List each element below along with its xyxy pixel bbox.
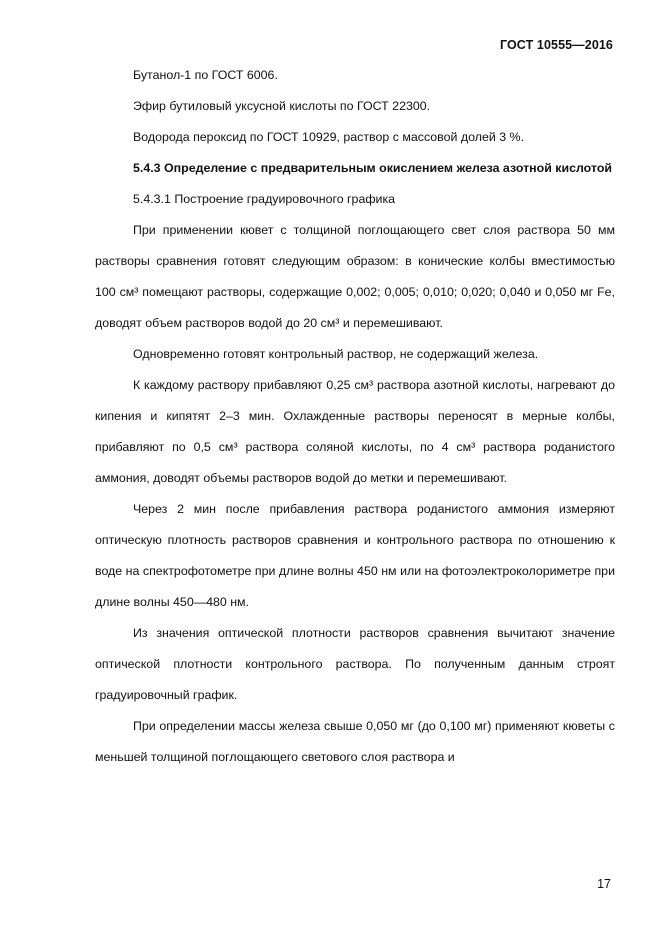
- reagent-line-butyl-acetate: Эфир бутиловый уксусной кислоты по ГОСТ 22300.: [133, 99, 431, 113]
- reagent-line-peroxide: Водорода пероксид по ГОСТ 10929, раствор с массовой долей 3 %.: [133, 130, 525, 144]
- body-paragraph: К каждому раствору прибавляют 0,25 см³ раствора азотной кислоты, нагревают до кипения и кипятят 2–3 мин. Охлажденные растворы переносят в мерные колбы, прибавляют по 0,5 см³ раствора соляной кислоты, по 4 см³ раствора роданистого аммония, доводят объемы растворов водой до метки и перемешивают.: [95, 378, 615, 485]
- body-paragraph: При определении массы железа свыше 0,050 мг (до 0,100 мг) применяют кюветы с меньшей толщиной поглощающего светового слоя раствора и: [95, 719, 615, 764]
- body-paragraph: При применении кювет с толщиной поглощающего свет слоя раствора 50 мм растворы сравнения готовят следующим образом: в конические колбы вместимостью 100 см³ помещают растворы, содержащие 0,002; 0,005; 0,010; 0,020; 0,040 и 0,050 мг Fe, доводят объем растворов водой до 20 см³ и перемешивают.: [95, 223, 615, 330]
- section-heading: 5.4.3 Определение с предварительным окислением железа азотной кислотой: [133, 161, 613, 175]
- page-number: 17: [597, 877, 611, 891]
- subsection-heading: 5.4.3.1 Построение градуировочного графика: [133, 192, 396, 206]
- body-paragraph: Одновременно готовят контрольный раствор, не содержащий железа.: [133, 347, 539, 361]
- body-paragraph: Из значения оптической плотности растворов сравнения вычитают значение оптической плотности контрольного раствора. По полученным данным строят градуировочный график.: [95, 626, 615, 702]
- document-header: ГОСТ 10555—2016: [499, 38, 613, 52]
- document-body: [95, 60, 615, 773]
- body-paragraph: Через 2 мин после прибавления раствора роданистого аммония измеряют оптическую плотность растворов сравнения и контрольного раствора по отношению к воде на спектрофотометре при длине волны 450 нм или на фотоэлектроколориметре при длине волны 450—480 нм.: [95, 502, 615, 609]
- reagent-line-butanol: Бутанол-1 по ГОСТ 6006.: [133, 68, 278, 82]
